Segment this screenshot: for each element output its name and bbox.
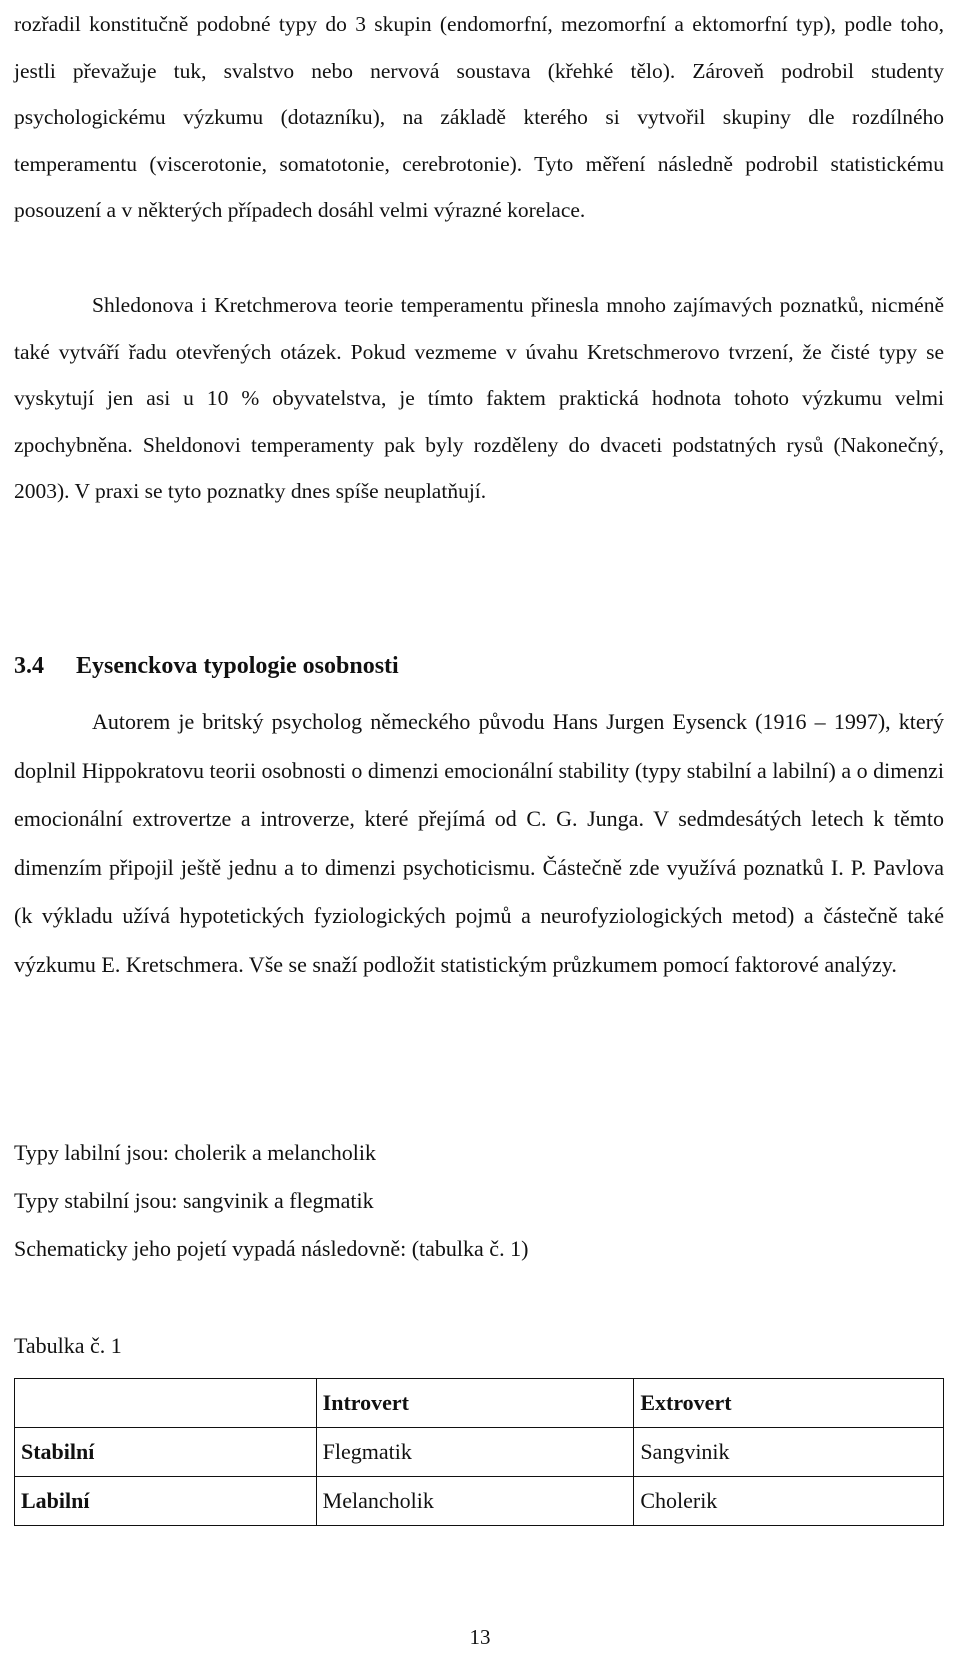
paragraph-theory-evaluation: Shledonova i Kretchmerova teorie temperamentu přinesla mnoho zajímavých poznatků, nicméně také vytváří řadu otevřených otázek. Pokud vezmeme v úvahu Kretschmerovo tvrzení, že čisté typy se vyskytují jen asi u 10 % obyvatelstva, je tímto faktem praktická hodnota tohoto výzkumu velmi zpochybněna. Sheldonovi temperamenty pak byly rozděleny do dvaceti podstatných rysů (Nakonečný, 2003). V praxi se tyto poznatky dnes spíše neuplatňují. bbox=[14, 293, 944, 503]
section-heading bbox=[14, 646, 399, 686]
table-row bbox=[15, 1477, 944, 1526]
table-cell: Flegmatik bbox=[316, 1428, 634, 1477]
typology-table bbox=[14, 1378, 944, 1526]
paragraph-eysenck-intro: Autorem je britský psycholog německého původu Hans Jurgen Eysenck (1916 – 1997), který doplnil Hippokratovu teorii osobnosti o dimenzi emocionální stability (typy stabilní a labilní) a o dimenzi emocionální extrovertze a introverze, které přejímá od C. G. Junga. V sedmdesátých letech k těmto dimenzím připojil ještě jednu a to dimenzi psychoticismu. Částečně zde využívá poznatků I. P. Pavlova (k výkladu užívá hypotetických fyziologických pojmů a neurofyziologických metod) a částečně také výzkumu E. Kretschmera. Vše se snaží podložit statistickým průzkumem pomocí faktorové analýzy. bbox=[14, 709, 944, 977]
schema-line: Schematicky jeho pojetí vypadá následovně: (tabulka č. 1) bbox=[14, 1236, 529, 1261]
table-cell: Cholerik bbox=[634, 1477, 944, 1526]
page-number: 13 bbox=[469, 1625, 491, 1649]
table-row bbox=[15, 1428, 944, 1477]
table-caption: Tabulka č. 1 bbox=[14, 1333, 122, 1358]
section-number: 3.4 bbox=[14, 653, 44, 679]
section-title: Eysenckova typologie osobnosti bbox=[76, 653, 399, 679]
table-header-cell-introvert: Introvert bbox=[316, 1379, 634, 1428]
row-header-stable: Stabilní bbox=[15, 1428, 317, 1477]
table-cell: Sangvinik bbox=[634, 1428, 944, 1477]
table-header-row bbox=[15, 1379, 944, 1428]
table-header-cell-extrovert: Extrovert bbox=[634, 1379, 944, 1428]
paragraph-constitution-types: rozřadil konstitučně podobné typy do 3 skupin (endomorfní, mezomorfní a ektomorfní typ), podle toho, jestli převažuje tuk, svalstvo nebo nervová soustava (křehké tělo). Zároveň podrobil studenty psychologickému výzkumu (dotazníku), na základě kterého si vytvořil skupiny dle rozdílného temperamentu (viscerotonie, somatotonie, cerebrotonie). Tyto měření následně podrobil statistickému posouzení a v některých případech dosáhl velmi výrazné korelace. bbox=[14, 12, 944, 222]
table-cell: Melancholik bbox=[316, 1477, 634, 1526]
labile-types-line: Typy labilní jsou: cholerik a melancholik bbox=[14, 1140, 376, 1165]
row-header-labile: Labilní bbox=[15, 1477, 317, 1526]
stable-types-line: Typy stabilní jsou: sangvinik a flegmatik bbox=[14, 1188, 374, 1213]
table-header-cell-empty bbox=[15, 1379, 317, 1428]
